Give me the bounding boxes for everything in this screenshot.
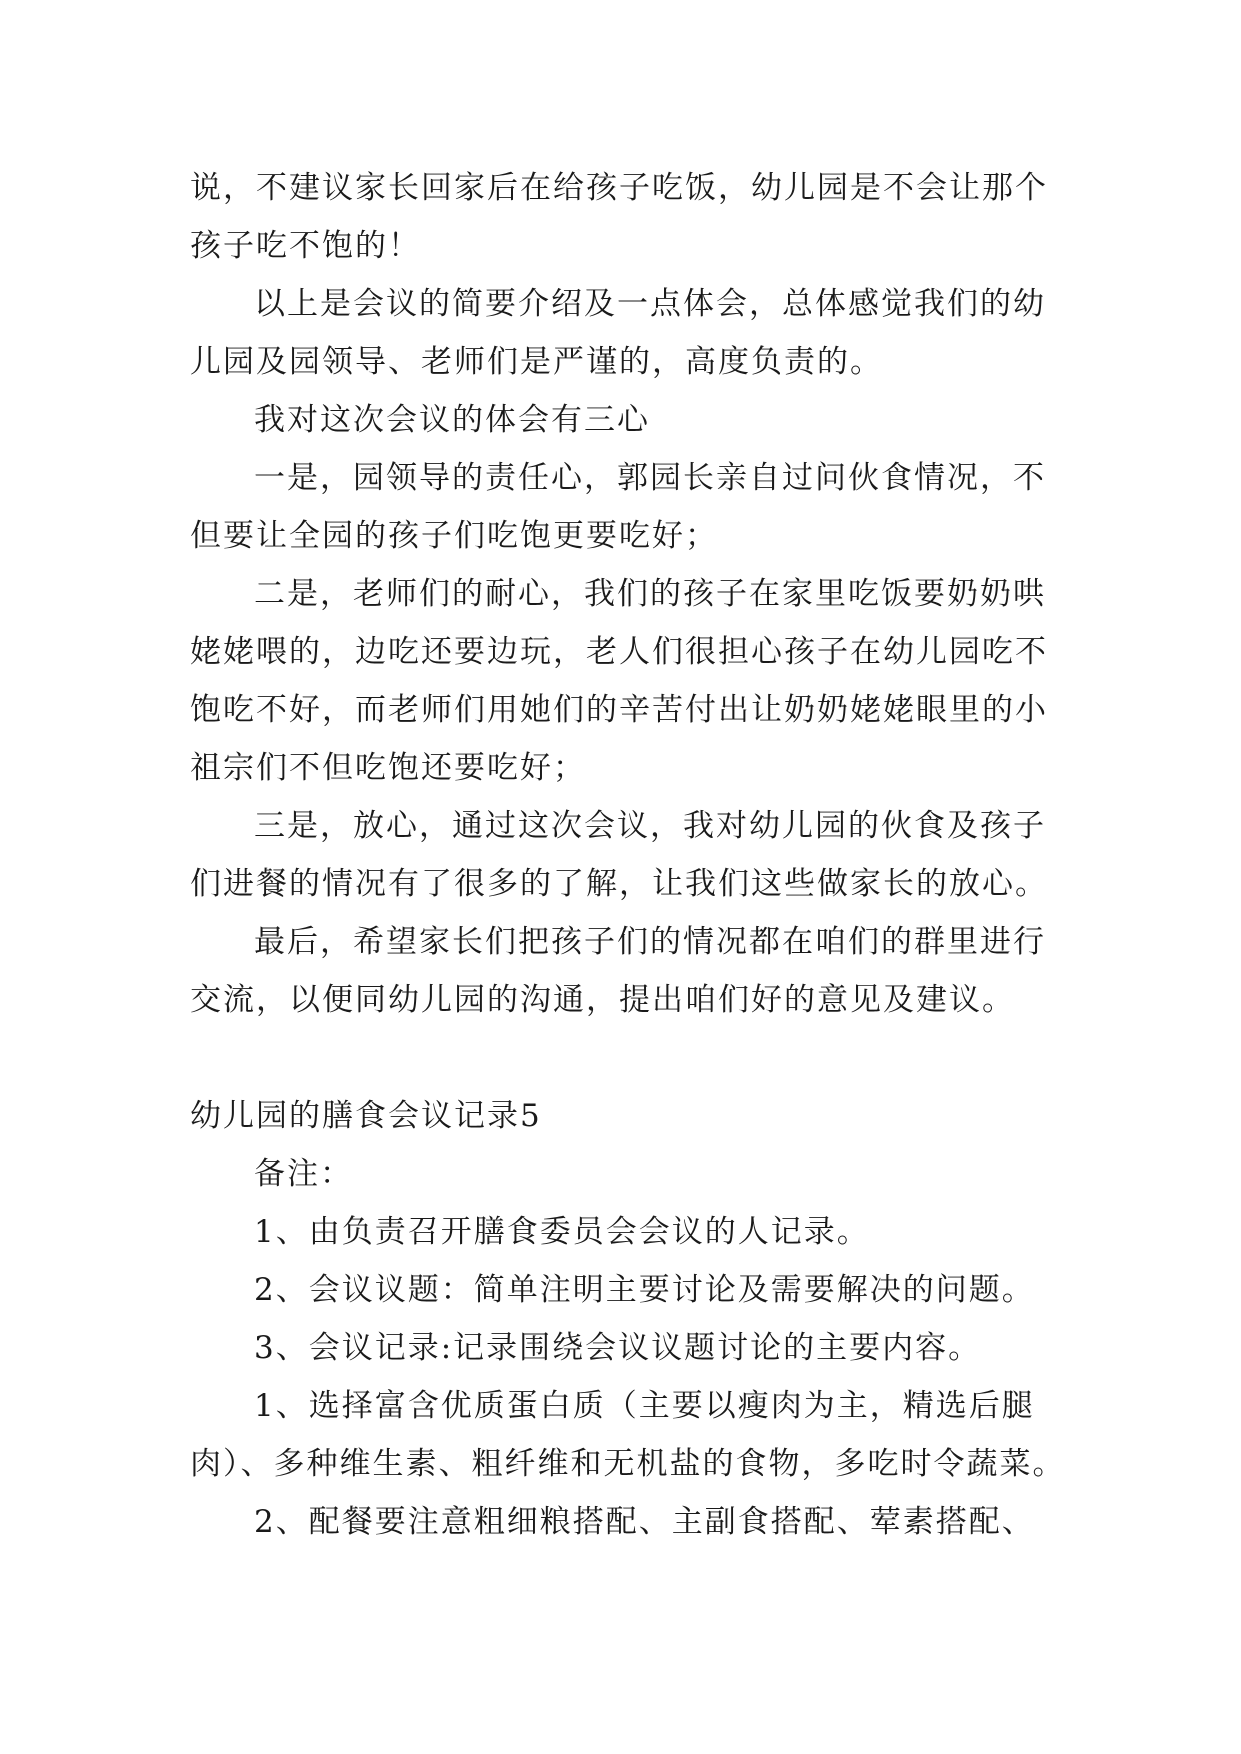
body-line: 孩子吃不饱的！ <box>190 228 421 264</box>
body-line: 姥姥喂的，边吃还要边玩，老人们很担心孩子在幼儿园吃不 <box>190 634 1048 670</box>
body-line: 祖宗们不但吃饱还要吃好； <box>190 750 586 786</box>
section-heading: 幼儿园的膳食会议记录5 <box>190 1098 542 1134</box>
body-line: 二是，老师们的耐心，我们的孩子在家里吃饭要奶奶哄 <box>254 576 1046 612</box>
body-line: 但要让全园的孩子们吃饱更要吃好； <box>190 518 718 554</box>
section-line: 1、选择富含优质蛋白质（主要以瘦肉为主，精选后腿 <box>254 1388 1035 1424</box>
section-line: 备注： <box>254 1156 353 1192</box>
section-line: 肉）、多种维生素、粗纤维和无机盐的食物，多吃时令蔬菜。 <box>190 1446 1066 1482</box>
body-line: 最后，希望家长们把孩子们的情况都在咱们的群里进行 <box>254 924 1046 960</box>
body-line: 饱吃不好，而老师们用她们的辛苦付出让奶奶姥姥眼里的小 <box>190 692 1048 728</box>
body-line: 说，不建议家长回家后在给孩子吃饭，幼儿园是不会让那个 <box>190 170 1048 206</box>
body-line: 们进餐的情况有了很多的了解，让我们这些做家长的放心。 <box>190 866 1048 902</box>
body-line: 以上是会议的简要介绍及一点体会，总体感觉我们的幼 <box>254 286 1046 322</box>
section-line: 2、会议议题：简单注明主要讨论及需要解决的问题。 <box>254 1272 1035 1308</box>
body-line: 三是，放心，通过这次会议，我对幼儿园的伙食及孩子 <box>254 808 1046 844</box>
section-line: 3、会议记录:记录围绕会议议题讨论的主要内容。 <box>254 1330 982 1366</box>
body-line: 交流，以便同幼儿园的沟通，提出咱们好的意见及建议。 <box>190 982 1015 1018</box>
body-line: 一是，园领导的责任心，郭园长亲自过问伙食情况，不 <box>254 460 1046 496</box>
section-line: 2、配餐要注意粗细粮搭配、主副食搭配、荤素搭配、 <box>254 1504 1035 1540</box>
section-line: 1、由负责召开膳食委员会会议的人记录。 <box>254 1214 870 1250</box>
body-line: 儿园及园领导、老师们是严谨的，高度负责的。 <box>190 344 883 380</box>
body-line: 我对这次会议的体会有三心 <box>254 402 650 438</box>
